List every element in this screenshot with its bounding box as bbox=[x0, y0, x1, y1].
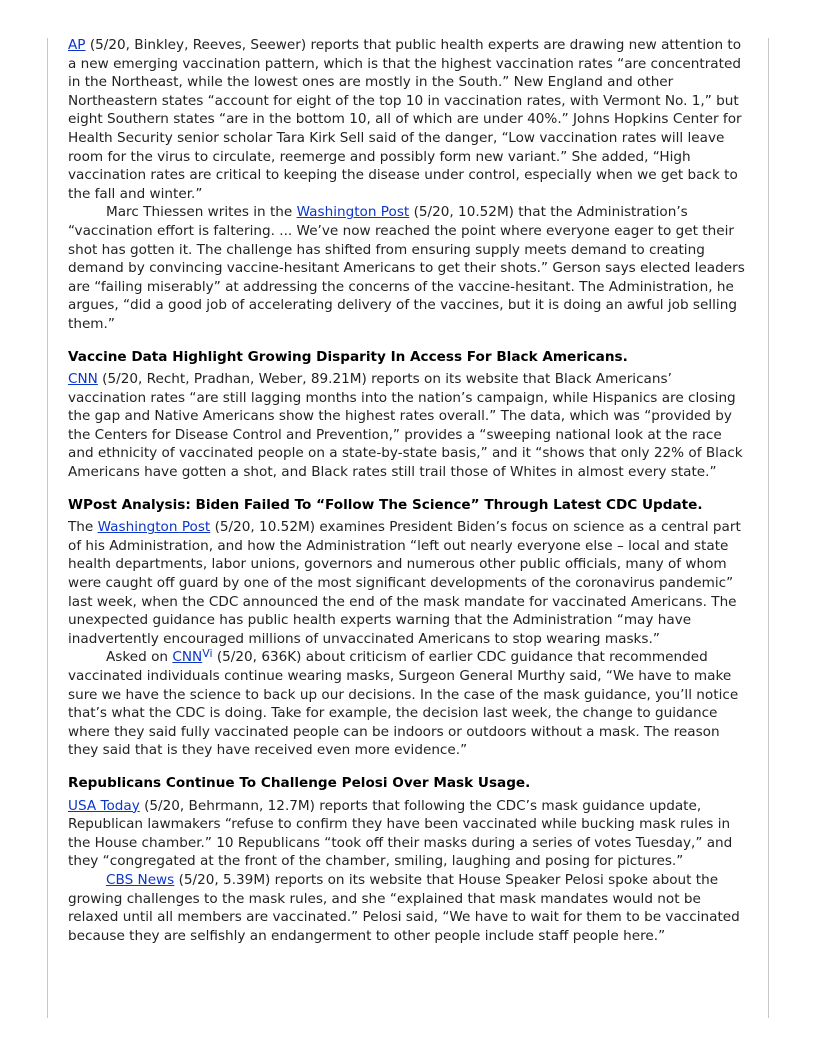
paragraph: The Washington Post (5/20, 10.52M) examines President Biden’s focus on science as a central part of his Administration, and how the Administration “left out nearly everyone else – local and state health departments, labor unions, governors and numerous other public officials, many of whom were caught off guard by one of the most significant developments of the coronavirus pandemic” last week, when the CDC announced the end of the mask mandate for vaccinated Americans. The unexpected guidance has public health experts warning that the Administration “may have inadvertently encouraged millions of unvaccinated Americans to stop wearing masks.” bbox=[68, 519, 741, 647]
right-margin-rule bbox=[768, 38, 769, 1018]
paragraph: USA Today (5/20, Behrmann, 12.7M) reports that following the CDC’s mask guidance update, Republican lawmakers “refuse to confirm they have been vaccinated while bucking mask rules in the House chamber.” 10 Republicans “took off their masks during a series of votes Tuesday,” and they “congregated at the front of the chamber, smiling, laughing and posing for pictures.” bbox=[68, 797, 733, 870]
article-headline: Vaccine Data Highlight Growing Disparity In Access For Black Americans. bbox=[68, 348, 628, 365]
article-headline: Republicans Continue To Challenge Pelosi Over Mask Usage. bbox=[68, 774, 531, 791]
source-link-washington-post[interactable]: Washington Post bbox=[296, 204, 410, 221]
video-marker[interactable]: Vi bbox=[202, 647, 213, 661]
source-link-ap[interactable]: AP bbox=[68, 37, 86, 53]
source-link-usa-today[interactable]: USA Today bbox=[68, 797, 140, 814]
source-link-cbs-news[interactable]: CBS News bbox=[106, 871, 175, 888]
left-margin-rule bbox=[47, 38, 48, 1018]
paragraph: CBS News (5/20, 5.39M) reports on its website that House Speaker Pelosi spoke about the growing challenges to the mask rules, and she “explained that mask mandates would not be relaxed until all members are vaccinated.” Pelosi said, “We have to wait for them to be vaccinated because they are selfishly an endangerment to other people include staff people here.” bbox=[68, 871, 740, 944]
source-link-cnn[interactable]: CNN bbox=[172, 649, 203, 666]
source-link-washington-post[interactable]: Washington Post bbox=[97, 519, 211, 536]
paragraph: AP (5/20, Binkley, Reeves, Seewer) reports that public health experts are drawing new attention to a new emerging vaccination pattern, which is that the highest vaccination rates “are concentrated in the Northeast, while the lowest ones are mostly in the South.” New England and other Northeastern states “account for eight of the top 10 in vaccination rates, with Vermont No. 1,” but eight Southern states “are in the bottom 10, all of which are under 40%.” Johns Hopkins Center for Health Security senior scholar Tara Kirk Sell said of the danger, “Low vaccination rates will leave room for the virus to circulate, reemerge and possibly form new variant.” She added, “High vaccination rates are critical to keeping the disease under control, especially when we get back to the fall and winter.” bbox=[68, 37, 742, 202]
paragraph: Asked on $CNN^{Vi}$ (5/20, 636K) about criticism of earlier CDC guidance that recommended vaccinated individuals continue wearing masks, Surgeon General Murthy said, “We have to make sure we have the science to back up our decisions. In the case of the mask guidance, you’ll notice that’s what the CDC is doing. Take for example, the decision last week, the change to guidance where they said fully vaccinated people can be indoors or outdoors without a mask. The reason they said that is they have received even more evidence.” bbox=[68, 647, 739, 759]
article-headline: WPost Analysis: Biden Failed To “Follow The Science” Through Latest CDC Update. bbox=[68, 496, 703, 513]
document-body bbox=[68, 36, 749, 945]
paragraph: Marc Thiessen writes in the Washington Post (5/20, 10.52M) that the Administration’s “vaccination effort is faltering. ... We’ve now reached the point where everyone eager to get their shot has gotten it. The challenge has shifted from ensuring supply meets demand to creating demand by convincing vaccine-hesitant Americans to get their shots.” Gerson says elected leaders are “failing miserably” at addressing the concerns of the vaccine-hesitant. The Administration, he argues, “did a good job of accelerating delivery of the vaccines, but it is doing an awful job selling them.” bbox=[68, 204, 745, 332]
paragraph: CNN (5/20, Recht, Pradhan, Weber, 89.21M) reports on its website that Black Americans’ vaccination rates “are still lagging months into the nation’s campaign, while Hispanics are closing the gap and Native Americans show the highest rates overall.” The data, which was “provided by the Centers for Disease Control and Prevention,” provides a “sweeping national look at the race and ethnicity of vaccinated people on a state-by-state basis,” and it “shows that only 22% of Black Americans have gotten a shot, and Black rates still trail those of Whites in almost every state.” bbox=[68, 371, 743, 481]
source-link-cnn[interactable]: CNN bbox=[68, 371, 98, 388]
